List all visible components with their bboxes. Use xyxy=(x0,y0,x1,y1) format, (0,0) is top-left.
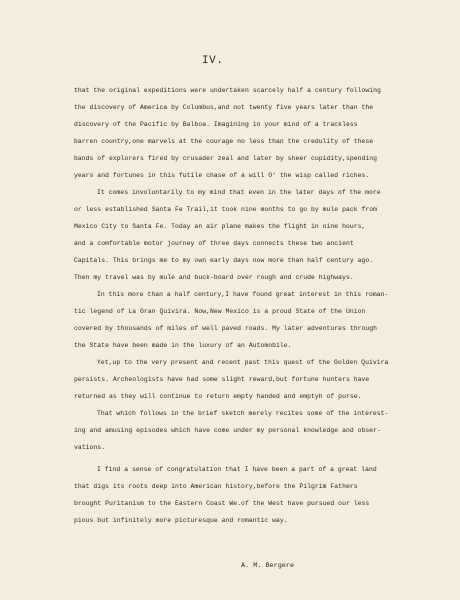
text-line: that the original expeditions were undertaken scarcely half a century following xyxy=(74,87,381,94)
text-line: bands of explorers fired by crusader zeal and later by sheer cupidity,spending xyxy=(74,155,378,162)
text-line: covered by thousands of miles of well paved roads. My later adventures through xyxy=(74,325,378,332)
text-line: years and fortunes in this futile chase of a will O' the wisp called riches. xyxy=(74,172,370,179)
text-line: Yet,up to the very present and recent past this quest of the Golden Quivira xyxy=(97,359,389,366)
text-line: It comes involuntarily to my mind that even in the later days of the more xyxy=(97,189,381,196)
text-line: I find a sense of congratulation that I have been a part of a great land xyxy=(97,466,377,473)
text-line: pious but infinitely more picturesque and romantic way. xyxy=(74,517,288,524)
text-line: Then my travel was by mule and buck-board over rough and crude highways. xyxy=(74,274,354,281)
text-line: or less established Santa Fe Trail,it took nine months to go by mule pack from xyxy=(74,206,378,213)
text-line: That which follows in the brief sketch merely recites some of the interest- xyxy=(97,410,389,417)
text-line: persists. Archeologists have had some slight reward,but fortune hunters have xyxy=(74,376,370,383)
author-signature: A. M. Bergere xyxy=(241,562,295,570)
text-line: brought Puritanism to the Eastern Coast We.of the West have pursued our less xyxy=(74,500,370,507)
text-line: that digs its roots deep into American history,before the Pilgrim Fathers xyxy=(74,483,358,490)
text-line: Capitals. This brings me to my own early days now more than half century ago. xyxy=(74,257,374,264)
text-line: returned as they will continue to return empty handed and emptyh of purse. xyxy=(74,393,362,400)
text-line: the State have been made in the luxury of an Automobile. xyxy=(74,342,292,349)
text-line: discovery of the Pacific by Balboa. Imagining in your mind of a trackless xyxy=(74,121,358,128)
text-line: ing and amusing episodes which have come under my personal knowledge and obser- xyxy=(74,427,381,434)
text-line: tic legend of La Gran Quivira. Now,New Mexico is a proud State of the Union xyxy=(74,308,366,315)
text-line: In this more than a half century,I have found great interest in this roman- xyxy=(97,291,389,298)
text-line: and a comfortable motor journey of three days connects these two ancient xyxy=(74,240,354,247)
text-line: barren country,one marvels at the courage no less than the credulity of these xyxy=(74,138,374,145)
text-line: vations. xyxy=(74,444,106,451)
text-line: Mexico City to Santa Fe. Today an air plane makes the flight in nine hours, xyxy=(74,223,366,230)
text-line: the discovery of America by Columbus,and not twenty five years later than the xyxy=(74,104,374,111)
page-number: IV. xyxy=(202,55,224,67)
